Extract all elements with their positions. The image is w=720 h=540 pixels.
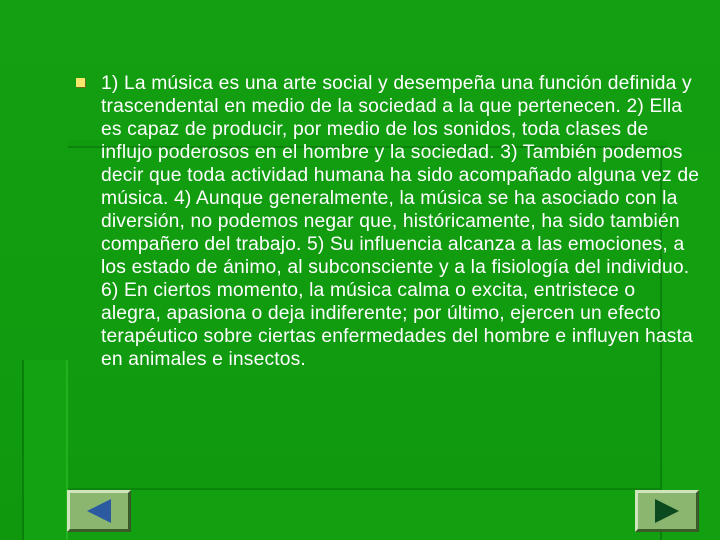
decorative-panel-bottom xyxy=(68,488,660,540)
triangle-right-icon xyxy=(638,493,696,529)
bullet-text: 1) La música es una arte social y desempeña una función definida y trascendental en medio de la sociedad a la que pertenecen. 2) Ella es capaz de producir, por medio de los sonidos, toda clases de influjo poderosos en el hombre y la sociedad. 3) También podemos decir que toda actividad humana ha sido acompañado alguna vez de música. 4) Aunque generalmente, la música se ha asociado con la diversión, no podemos negar que, históricamente, ha sido también compañero del trabajo. 5) Su influencia alcanza a las emociones, a los estado de ánimo, al subconsciente y a la fisiología del individuo. 6) En ciertos momento, la música calma o excita, entristece o alegra, apasiona o deja indiferente; por último, ejercen un efecto terapéutico sobre ciertas enfermedades del hombre e influyen hasta en animales e insectos. xyxy=(101,73,700,370)
next-slide-button[interactable] xyxy=(635,490,699,532)
triangle-left-icon xyxy=(70,493,128,529)
bullet-item xyxy=(70,72,700,371)
previous-slide-button[interactable] xyxy=(67,490,131,532)
square-bullet-icon xyxy=(76,78,85,87)
slide-content xyxy=(70,72,700,371)
decorative-panel-left xyxy=(22,360,68,540)
